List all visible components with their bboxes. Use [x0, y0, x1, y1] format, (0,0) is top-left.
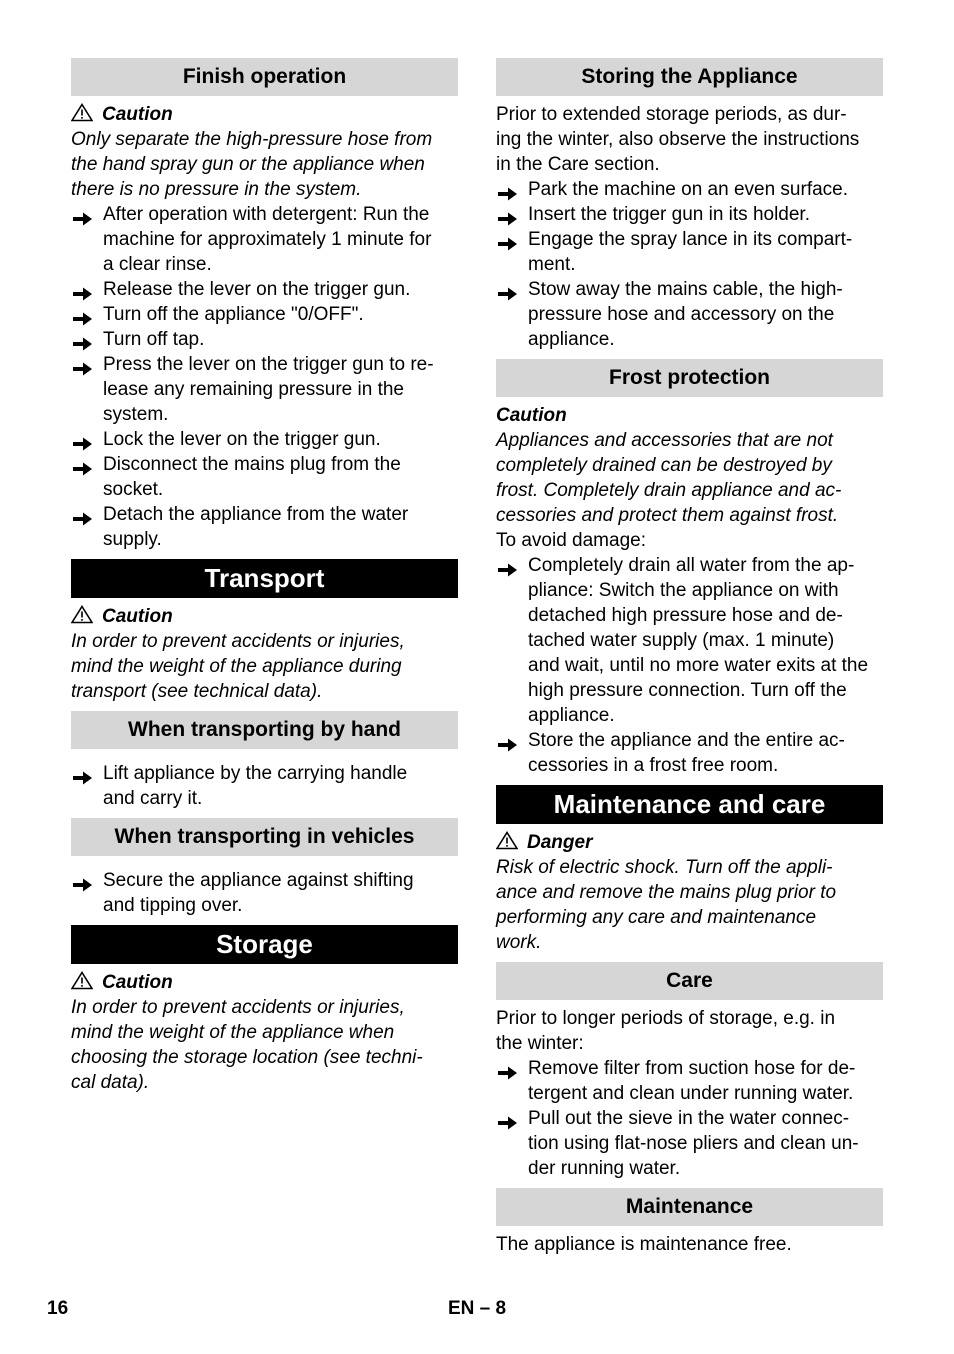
list-item-text: Secure the appliance against shifting [103, 870, 414, 891]
list-item-text: After operation with detergent: Run the [103, 204, 430, 225]
text-line: performing any care and maintenance [496, 907, 817, 928]
arrow-right-icon [498, 559, 518, 584]
arrow-right-icon [498, 283, 518, 308]
text-line: Only separate the high-pressure hose from [71, 129, 433, 150]
caution-text-frost [496, 428, 883, 528]
list-item-text: pressure hose and accessory on the [528, 304, 835, 325]
left-column [71, 58, 458, 1095]
text-line: choosing the storage location (see techni- [71, 1047, 423, 1068]
text-line: mind the weight of the appliance when [71, 1022, 395, 1043]
list-item-text: and carry it. [103, 788, 203, 809]
list-item-text: detached high pressure hose and de- [528, 605, 843, 626]
list-item-text: Press the lever on the trigger gun to re- [103, 354, 434, 375]
list-item [71, 868, 458, 918]
text-line: cessories and protect them against frost. [496, 505, 839, 526]
list-item-text: and wait, until no more water exits at the [528, 655, 869, 676]
list-item [496, 728, 883, 778]
caution-transport: Caution [71, 604, 458, 629]
right-column [496, 58, 883, 1257]
list-item [71, 277, 458, 302]
text-line: transport (see technical data). [71, 681, 323, 702]
text-line: work. [496, 932, 542, 953]
list-item-text: Remove filter from suction hose for de- [528, 1058, 856, 1079]
arrow-right-icon [73, 874, 93, 899]
list-item-text: Detach the appliance from the water [103, 504, 409, 525]
arrow-right-icon [73, 508, 93, 533]
text-line: In order to prevent accidents or injuries, [71, 997, 405, 1018]
arrow-right-icon [73, 767, 93, 792]
list-item-text: Stow away the mains cable, the high- [528, 279, 843, 300]
heading-frost-protection: Frost protection [496, 359, 883, 397]
finish-steps-list [71, 202, 458, 552]
text-line: completely drained can be destroyed by [496, 455, 832, 476]
warning-triangle-icon [71, 971, 93, 990]
list-item-text: lease any remaining pressure in the [103, 379, 405, 400]
list-item-text: and tipping over. [103, 895, 243, 916]
heading-transport-vehicles: When transporting in vehicles [71, 818, 458, 856]
hand-steps-list [71, 761, 458, 811]
list-item [496, 277, 883, 352]
heading-storage: Storage [71, 925, 458, 964]
danger-text [496, 855, 883, 955]
list-item-text: Park the machine on an even surface. [528, 179, 849, 200]
list-item-text: ment. [528, 254, 576, 275]
page-number: 16 [47, 1298, 69, 1319]
list-item-text: high pressure connection. Turn off the [528, 680, 847, 701]
storing-intro-text [496, 102, 883, 177]
warning-triangle-icon [496, 831, 518, 850]
frost-steps-list [496, 553, 883, 778]
warning-triangle-icon [71, 605, 93, 624]
list-item [496, 202, 883, 227]
list-item [71, 427, 458, 452]
arrow-right-icon [498, 734, 518, 759]
list-item-text: Store the appliance and the entire ac- [528, 730, 845, 751]
arrow-right-icon [498, 233, 518, 258]
list-item-text: Turn off the appliance "0/OFF". [103, 304, 364, 325]
list-item-text: Disconnect the mains plug from the [103, 454, 401, 475]
list-item-text: machine for approximately 1 minute for [103, 229, 432, 250]
caution-finish: Caution [71, 102, 458, 127]
list-item-text: tached water supply (max. 1 minute) [528, 630, 835, 651]
heading-maintenance: Maintenance [496, 1188, 883, 1226]
text-line: the winter: [496, 1033, 584, 1054]
arrow-right-icon [73, 358, 93, 383]
caution-storage: Caution [71, 970, 458, 995]
list-item-text: Lift appliance by the carrying handle [103, 763, 408, 784]
list-item-text: Engage the spray lance in its compart- [528, 229, 853, 250]
warning-triangle-icon [71, 103, 93, 122]
text-line: in the Care section. [496, 154, 660, 175]
frost-avoid-text: To avoid damage: [496, 530, 646, 551]
maintenance-text: The appliance is maintenance free. [496, 1234, 792, 1255]
list-item-text: der running water. [528, 1158, 681, 1179]
section-reference: EN – 8 [448, 1298, 507, 1319]
list-item [496, 227, 883, 277]
arrow-right-icon [498, 1062, 518, 1087]
text-line: Prior to longer periods of storage, e.g. in [496, 1008, 836, 1029]
list-item-text: a clear rinse. [103, 254, 212, 275]
list-item [71, 502, 458, 552]
text-line: cal data). [71, 1072, 150, 1093]
arrow-right-icon [73, 458, 93, 483]
list-item [496, 1056, 883, 1106]
list-item-text: cessories in a frost free room. [528, 755, 779, 776]
list-item [71, 761, 458, 811]
text-line: mind the weight of the appliance during [71, 656, 402, 677]
list-item-text: socket. [103, 479, 164, 500]
list-item [496, 1106, 883, 1181]
care-intro-text [496, 1006, 883, 1056]
list-item [496, 553, 883, 728]
text-line: ing the winter, also observe the instructions [496, 129, 860, 150]
text-line: ance and remove the mains plug prior to [496, 882, 837, 903]
vehicles-steps-list [71, 868, 458, 918]
text-line: Appliances and accessories that are not [496, 430, 833, 451]
list-item [71, 352, 458, 427]
storing-steps-list [496, 177, 883, 352]
text-line: the hand spray gun or the appliance when [71, 154, 425, 175]
list-item-text: supply. [103, 529, 162, 550]
list-item-text: tion using flat-nose pliers and clean un- [528, 1133, 859, 1154]
caution-frost: Caution [496, 405, 567, 426]
text-line: there is no pressure in the system. [71, 179, 362, 200]
text-line: In order to prevent accidents or injuries, [71, 631, 405, 652]
list-item-text: pliance: Switch the appliance on with [528, 580, 839, 601]
heading-storing-appliance: Storing the Appliance [496, 58, 883, 96]
list-item [71, 452, 458, 502]
list-item-text: Turn off tap. [103, 329, 205, 350]
list-item-text: Lock the lever on the trigger gun. [103, 429, 381, 450]
caution-text-storage [71, 995, 458, 1095]
text-line: frost. Completely drain appliance and ac- [496, 480, 842, 501]
list-item [496, 177, 883, 202]
list-item-text: appliance. [528, 329, 615, 350]
list-item-text: Completely drain all water from the ap- [528, 555, 855, 576]
heading-transport: Transport [71, 559, 458, 598]
list-item-text: system. [103, 404, 169, 425]
caution-text-finish [71, 127, 458, 202]
list-item-text: Pull out the sieve in the water connec- [528, 1108, 850, 1129]
list-item-text: Insert the trigger gun in its holder. [528, 204, 810, 225]
arrow-right-icon [73, 208, 93, 233]
list-item [71, 302, 458, 327]
list-item-text: Release the lever on the trigger gun. [103, 279, 411, 300]
danger-warning: Danger [496, 830, 883, 855]
text-line: Risk of electric shock. Turn off the appli- [496, 857, 833, 878]
list-item-text: appliance. [528, 705, 615, 726]
heading-transport-by-hand: When transporting by hand [71, 711, 458, 749]
heading-finish-operation: Finish operation [71, 58, 458, 96]
list-item-text: tergent and clean under running water. [528, 1083, 854, 1104]
caution-text-transport [71, 629, 458, 704]
text-line: Prior to extended storage periods, as dur- [496, 104, 847, 125]
heading-maintenance-care: Maintenance and care [496, 785, 883, 824]
heading-care: Care [496, 962, 883, 1000]
list-item [71, 327, 458, 352]
care-steps-list [496, 1056, 883, 1181]
list-item [71, 202, 458, 277]
arrow-right-icon [498, 1112, 518, 1137]
